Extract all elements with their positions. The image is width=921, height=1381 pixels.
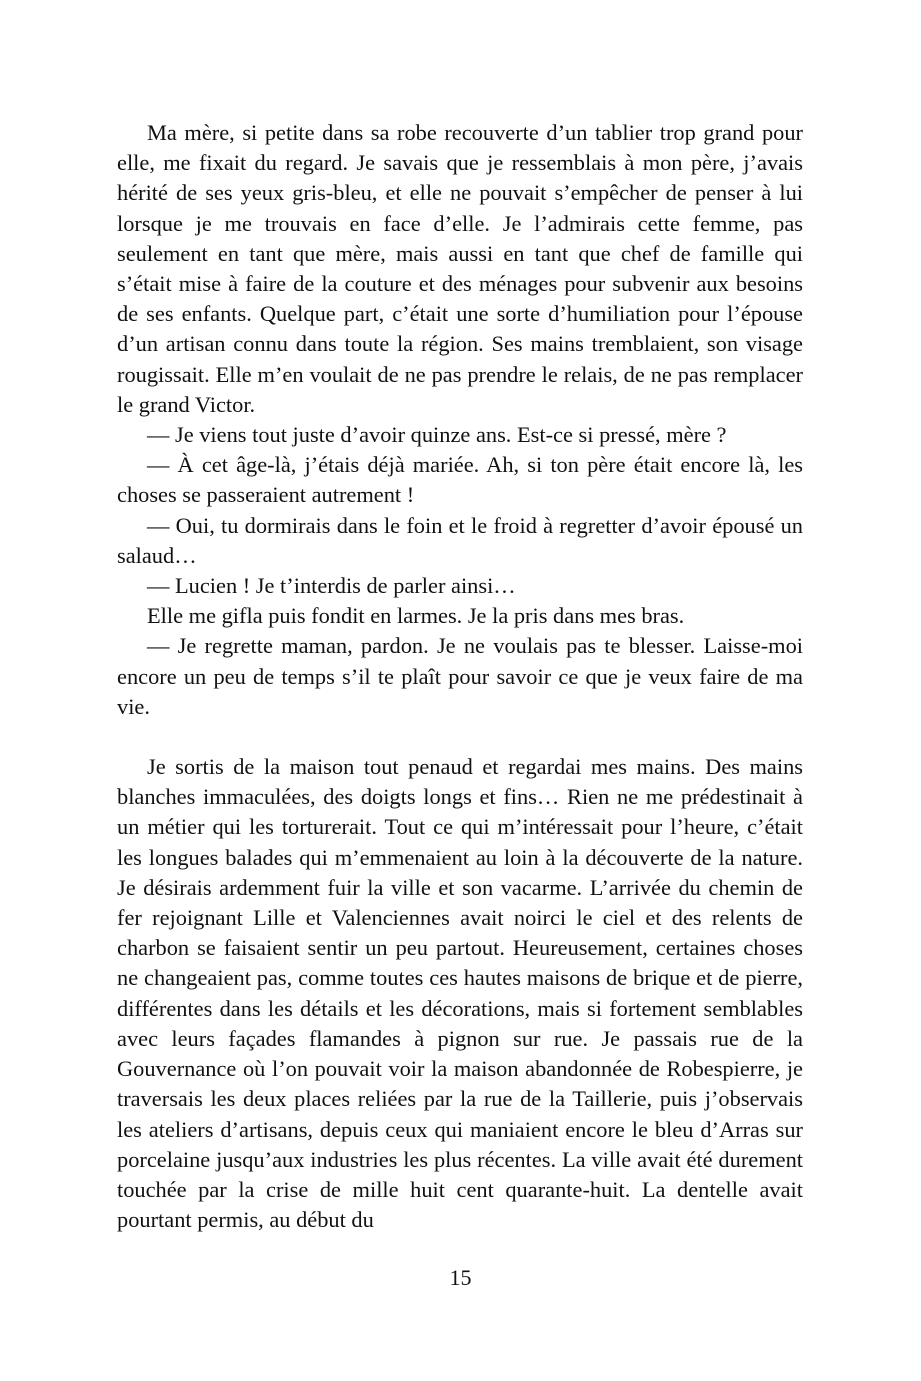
page-number: 15 [449, 1265, 472, 1290]
body-text [117, 118, 803, 1235]
dialogue-line: — À cet âge-là, j’étais déjà mariée. Ah, si ton père était encore là, les choses se passeraient autrement ! [117, 452, 803, 508]
dialogue-line: — Je viens tout juste d’avoir quinze ans. Est-ce si pressé, mère ? [147, 422, 727, 448]
paragraph-narration: Elle me gifla puis fondit en larmes. Je la pris dans mes bras. [147, 603, 685, 629]
dialogue-line: — Oui, tu dormirais dans le foin et le froid à regretter d’avoir épousé un salaud… [117, 512, 803, 568]
paragraph-mother-description: Ma mère, si petite dans sa robe recouverte d’un tablier trop grand pour elle, me fixait du regard. Je savais que je ressemblais à mon père, j’avais hérité de ses yeux gris-bleu, et elle ne pouvait s’empêcher de penser à lui lorsque je me trouvais en face d’elle. Je l’admirais cette femme, pas seulement en tant que mère, mais aussi en tant que chef de famille qui s’était mise à faire de la couture et des ménages pour subvenir aux besoins de ses enfants. Quelque part, c’était une sorte d’humiliation pour l’épouse d’un artisan connu dans toute la région. Ses mains tremblaient, son visage rougissait. Elle m’en voulait de ne pas prendre le relais, de ne pas remplacer le grand Victor. [117, 120, 803, 417]
paragraph-city-walk: Je sortis de la maison tout penaud et regardai mes mains. Des mains blanches immaculées, des doigts longs et fins… Rien ne me prédestinait à un métier qui les torturerait. Tout ce qui m’intéressait pour l’heure, c’était les longues balades qui m’emmenaient au loin à la découverte de la nature. Je désirais ardemment fuir la ville et son vacarme. L’arrivée du chemin de fer rejoignant Lille et Valenciennes avait noirci le ciel et des relents de charbon se faisaient sentir un peu partout. Heureusement, certaines choses ne changeaient pas, comme toutes ces hautes maisons de brique et de pierre, différentes dans les détails et les décorations, mais si fortement semblables avec leurs façades flamandes à pignon sur rue. Je passais rue de la Gouvernance où l’on pouvait voir la maison abandonnée de Robespierre, je traversais les deux places reliées par la rue de la Taillerie, puis j’observais les ateliers d’artisans, depuis ceux qui maniaient encore le bleu d’Arras sur porcelaine jusqu’aux industries les plus récentes. La ville avait été durement touchée par la crise de mille huit cent quarante-huit. La dentelle avait pourtant permis, au début du [117, 754, 803, 1233]
dialogue-line: — Je regrette maman, pardon. Je ne voulais pas te blesser. Laisse-moi encore un peu de temps s’il te plaît pour savoir ce que je veux faire de ma vie. [117, 633, 803, 719]
dialogue-line: — Lucien ! Je t’interdis de parler ainsi… [147, 573, 516, 599]
